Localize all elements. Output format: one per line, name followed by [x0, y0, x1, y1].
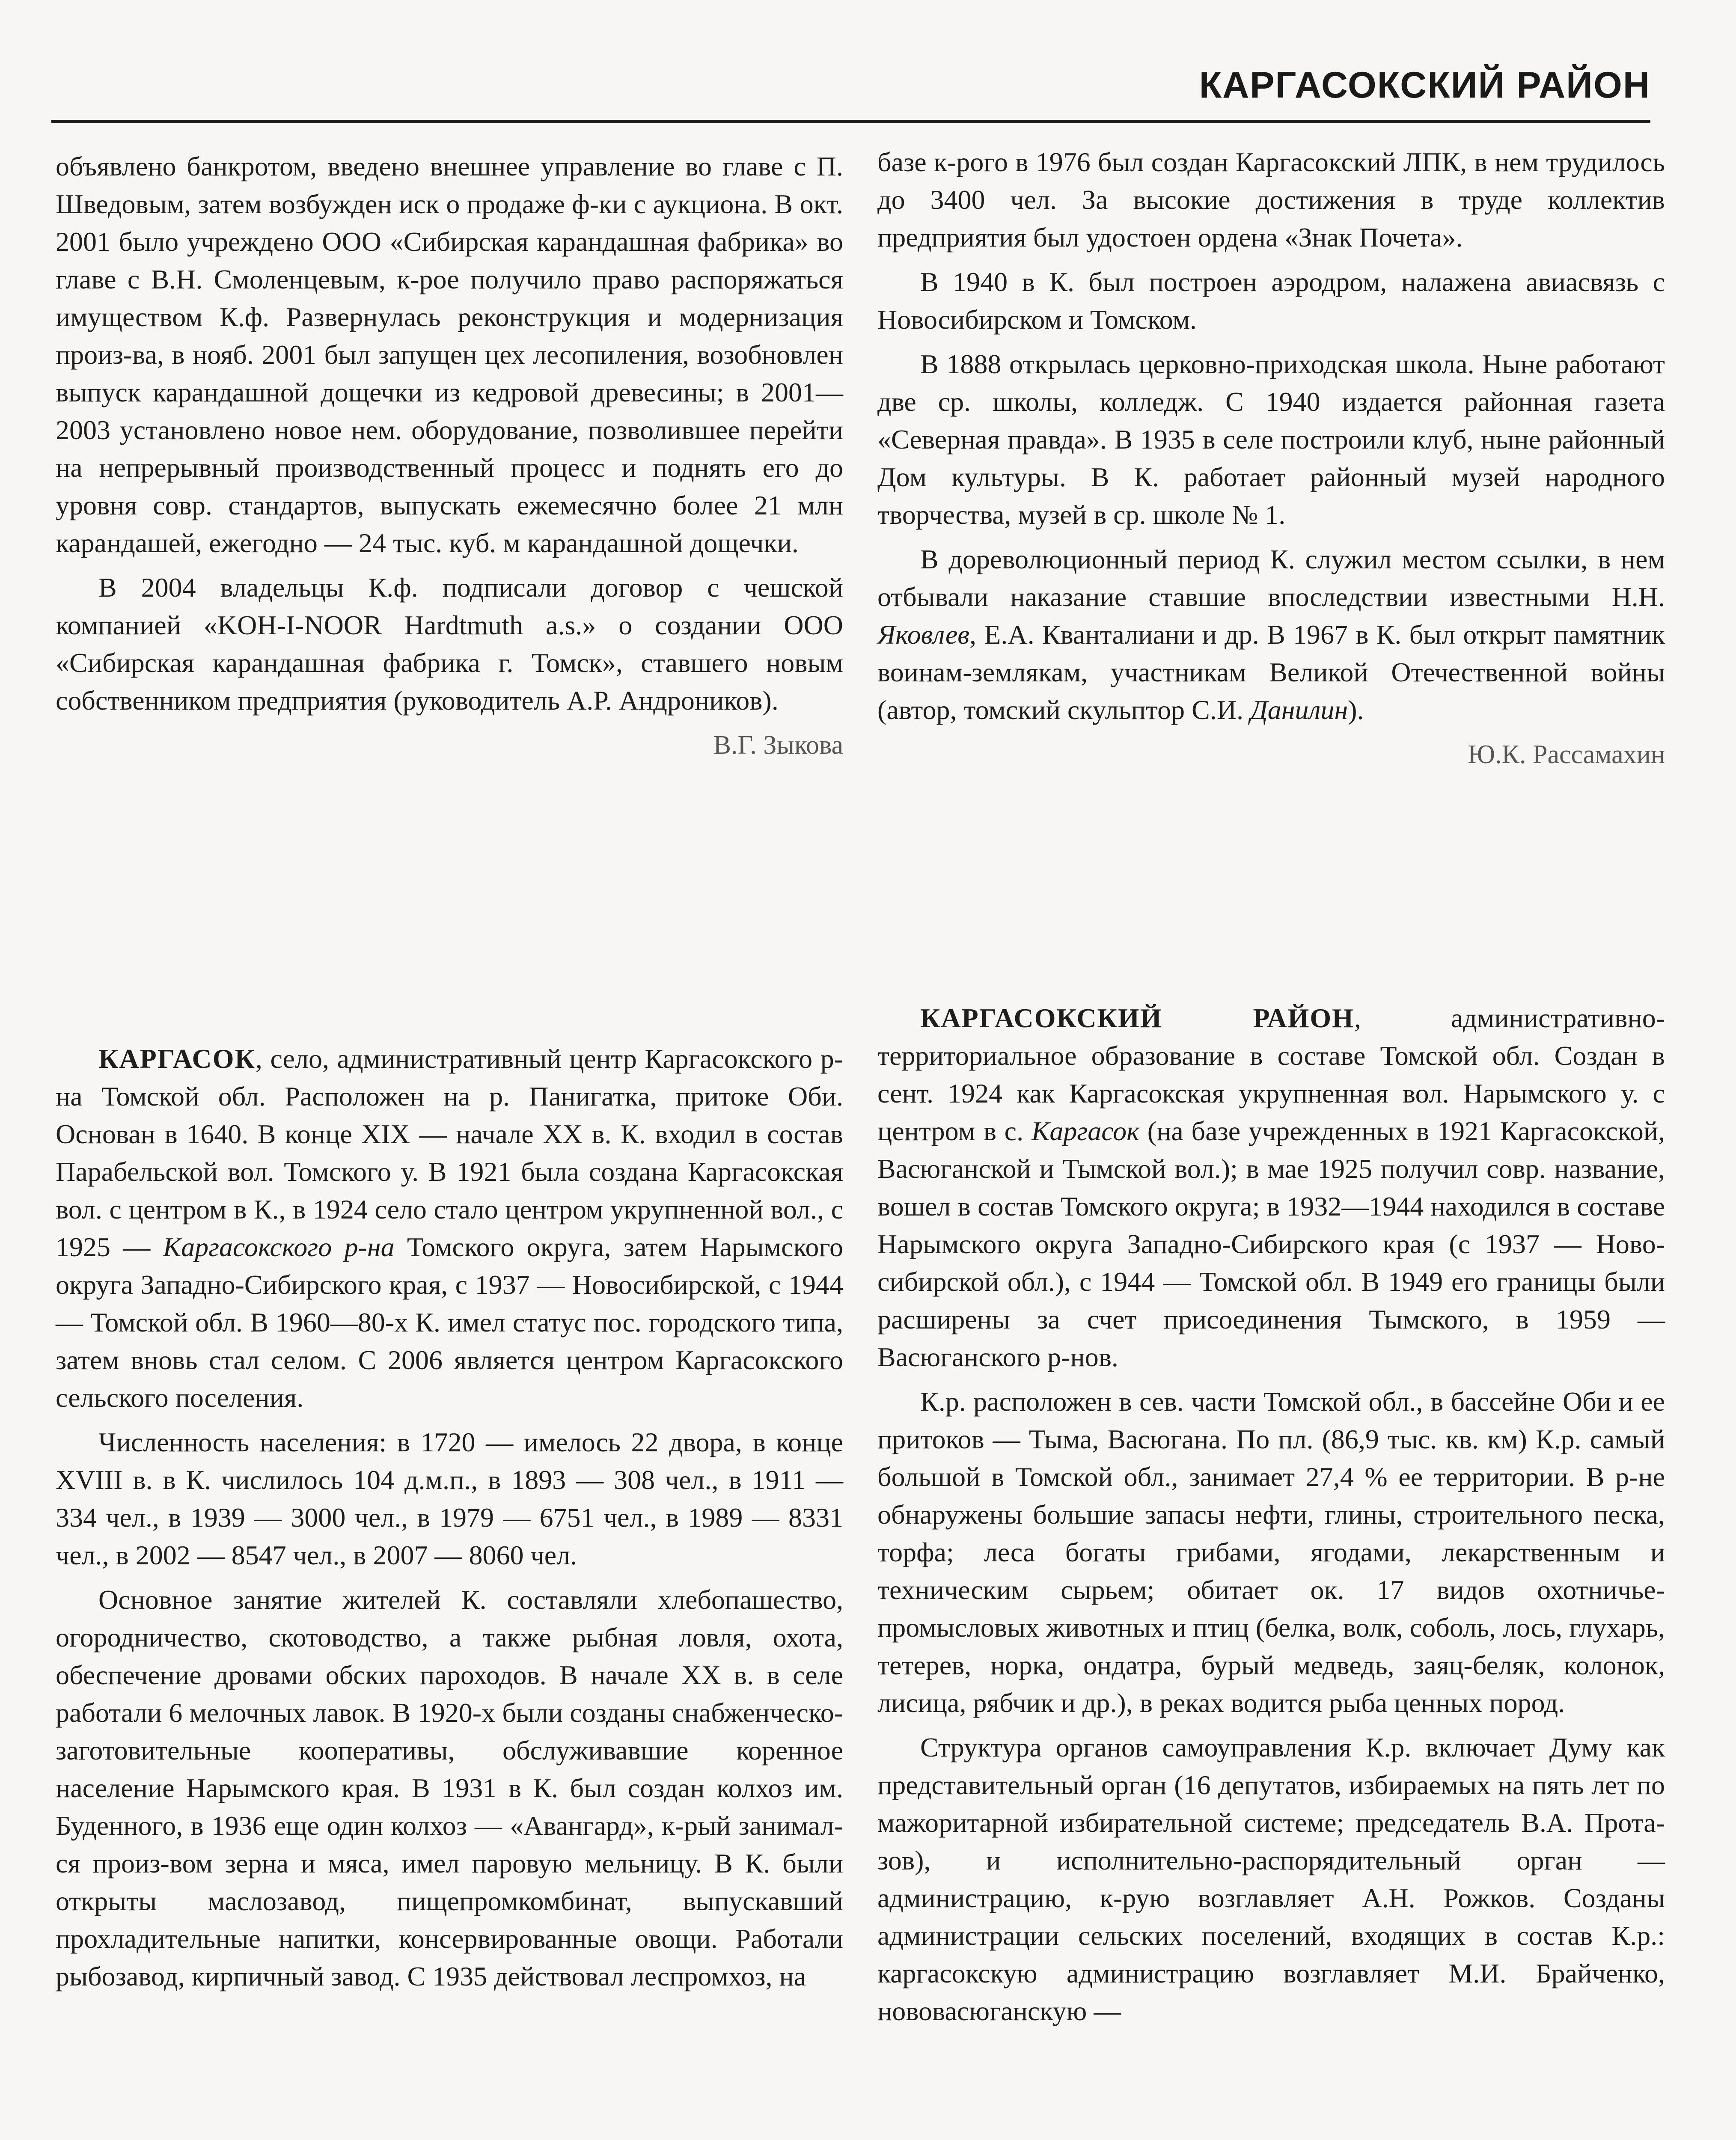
paragraph: базе к-рого в 1976 был создан Каргасокский ЛПК, в нем трудилось до 3400 чел. За высокие достижения в труде коллектив предприятия был удостоен ордена «Знак Почета».	[877, 147, 1665, 253]
author-signature: В.Г. Зыкова	[713, 731, 843, 760]
text-run: , село, административный центр Каргасокского р-на Томской обл. Расположен на р. Панигатка, притоке Оби. Основан в 1640. В конце XIX — начале XX в. К. входил в состав Парабельской вол. Томского у. В 1921 была создана Каргасокская вол. с центром в К., в 1924 село стало центром укрупненной вол., с 1925 —	[56, 1043, 843, 1262]
paragraph: В 1940 в К. был построен аэродром, налажена авиасвязь с Новосибирском и Томском.	[877, 267, 1665, 335]
text-run: , Е.А. Кванталиани и др. В 1967 в К. был открыт памятник воинам-землякам, участникам Великой Отечественной войны (автор, томский скульптор С.И.	[877, 619, 1665, 725]
article-district	[877, 999, 1665, 2030]
cross-reference: Каргасокского р-на	[163, 1232, 395, 1262]
paragraph	[877, 999, 1665, 1376]
paragraph: В 1888 открылась церковно-приходская школа. Ныне работают две ср. школы, колледж. С 1940 издается районная газета «Северная правда». В 1935 в селе построили клуб, ныне районный Дом культуры. В К. работает районный музей народного творчества, музей в ср. школе № 1.	[877, 349, 1665, 530]
running-head: КАРГАСОКСКИЙ РАЙОН	[1199, 65, 1650, 106]
paragraph: К.р. расположен в сев. части Томской обл., в бассейне Оби и ее притоков — Тыма, Васюгана. По пл. (86,9 тыс. кв. км) К.р. самый большой в Томской обл., занимает 27,4 % ее территории. В р-не обнаружены большие запасы нефти, глины, строительного песка, торфа; леса богаты грибами, ягодами, лекарственным и техническим сырьем; обитает ок. 17 видов охотничье-промысловых животных и птиц (белка, волк, соболь, лось, глухарь, тетерев, норка, ондатра, бурый медведь, заяц-беляк, колонок, лисица, рябчик и др.), в реках водится рыба ценных пород.	[877, 1386, 1665, 1718]
person-name: Данилин	[1250, 695, 1348, 725]
article-headword: КАРГАСОКСКИЙ РАЙОН	[920, 1003, 1354, 1033]
paragraph: Численность населения: в 1720 — имелось 22 двора, в конце XVIII в. в К. числилось 104 д.м.п., в 1893 — 308 чел., в 1911 — 334 чел., в 1939 — 3000 чел., в 1979 — 6751 чел., в 1989 — 8331 чел., в 2002 — 8547 чел., в 2007 — 8060 чел.	[56, 1427, 843, 1570]
article-headword: КАРГАСОК	[98, 1043, 256, 1074]
paragraph: Основное занятие жителей К. составляли хлебопашество, огородничество, скотоводство, а также рыбная ловля, охота, обеспечение дровами обских пароходов. В начале XX в. в селе работали 6 мелочных лавок. В 1920-х были созданы снабженческо-заготовительные кооперативы, обслуживавшие коренное население Нарымского края. В 1931 в К. был создан колхоз им. Буденного, в 1936 еще один колхоз — «Авангард», к-рый занимался произ-вом зерна и мяса, имел паровую мельницу. В К. были открыты маслозавод, пищепромкомбинат, выпускавший прохладительные напитки, консервированные овощи. Работали рыбозавод, кирпичный завод. С 1935 действовал леспромхоз, на	[56, 1584, 843, 1991]
article-kargasok	[56, 1040, 843, 1995]
paragraph: объявлено банкротом, введено внешнее управление во главе с П. Шведовым, затем возбужден иск о продаже ф-ки с аукциона. В окт. 2001 было учреждено ООО «Сибирская карандашная фабрика» во главе с В.Н. Смоленцевым, к-рое получило право распоряжаться имуществом К.ф. Развернулась реконструкция и модернизация произ-ва, в нояб. 2001 был запущен цех лесопиления, возобновлен выпуск карандашной дощечки из кедровой древесины; в 2001—2003 установлено новое нем. оборудование, позволившее перейти на непрерывный производственный процесс и поднять его до уровня совр. стандартов, выпускать ежемесячно более 21 млн карандашей, ежегодно — 24 тыс. куб. м карандашной дощечки.	[56, 151, 843, 558]
paragraph: Структура органов самоуправления К.р. включает Думу как представительный орган (16 депутатов, избираемых на пять лет по мажоритарной избирательной системе; председатель В.А. Протазов), и исполнительно-распорядительный орган — администрацию, к-рую возглавляет А.Н. Рожков. Созданы администрации сельских поселений, входящих в состав К.р.: каргасокскую администрацию возглавляет М.И. Брайченко, нововасюганскую —	[877, 1732, 1665, 2026]
text-run: , административно-территориальное образование в составе Томской обл. Создан в сент. 1924 как Каргасокская укрупненная вол. Нарымского у. с центром в с.	[877, 1003, 1665, 1146]
paragraph	[877, 541, 1665, 729]
paragraph: В 2004 владельцы К.ф. подписали договор с чешской компанией «KOH-I-NOOR Hardtmuth a.s.» о создании ООО «Сибирская карандашная фабрика г. Томск», ставшего новым собственником предприятия (руководитель А.Р. Андроников).	[56, 572, 843, 716]
text-run: (на базе учрежденных в 1921 Каргасокской, Васюганской и Тымской вол.); в мае 1925 получил совр. название, вошел в состав Томского округа; в 1932—1944 находился в составе Нарымского округа Западно-Сибирского края (с 1937 — Новосибирской обл.), с 1944 — Томской обл. В 1949 его границы были расширены за счет присоединения Тымского, в 1959 — Васюганского р-нов.	[877, 1116, 1665, 1372]
text-run: В дореволюционный период К. служил местом ссылки, в нем отбывали наказание ставшие впоследствии известными Н.Н.	[877, 544, 1665, 612]
text-run: ).	[1348, 695, 1364, 725]
author-signature: Ю.К. Рассамахин	[1468, 740, 1665, 769]
header-rule	[51, 120, 1650, 123]
cross-reference: Каргасок	[1031, 1116, 1140, 1146]
paragraph	[56, 1040, 843, 1417]
person-name: Яковлев	[877, 619, 970, 650]
column-top-left	[56, 148, 843, 764]
column-top-right	[877, 143, 1665, 773]
text-run: Томского округа, затем Нарымского округа Западно-Сибирского края, с 1937 — Новосибирской, с 1944 — Томской обл. В 1960—80-х К. имел статус пос. городского типа, затем вновь стал селом. С 2006 является центром Каргасокского сельского поселения.	[56, 1232, 843, 1413]
